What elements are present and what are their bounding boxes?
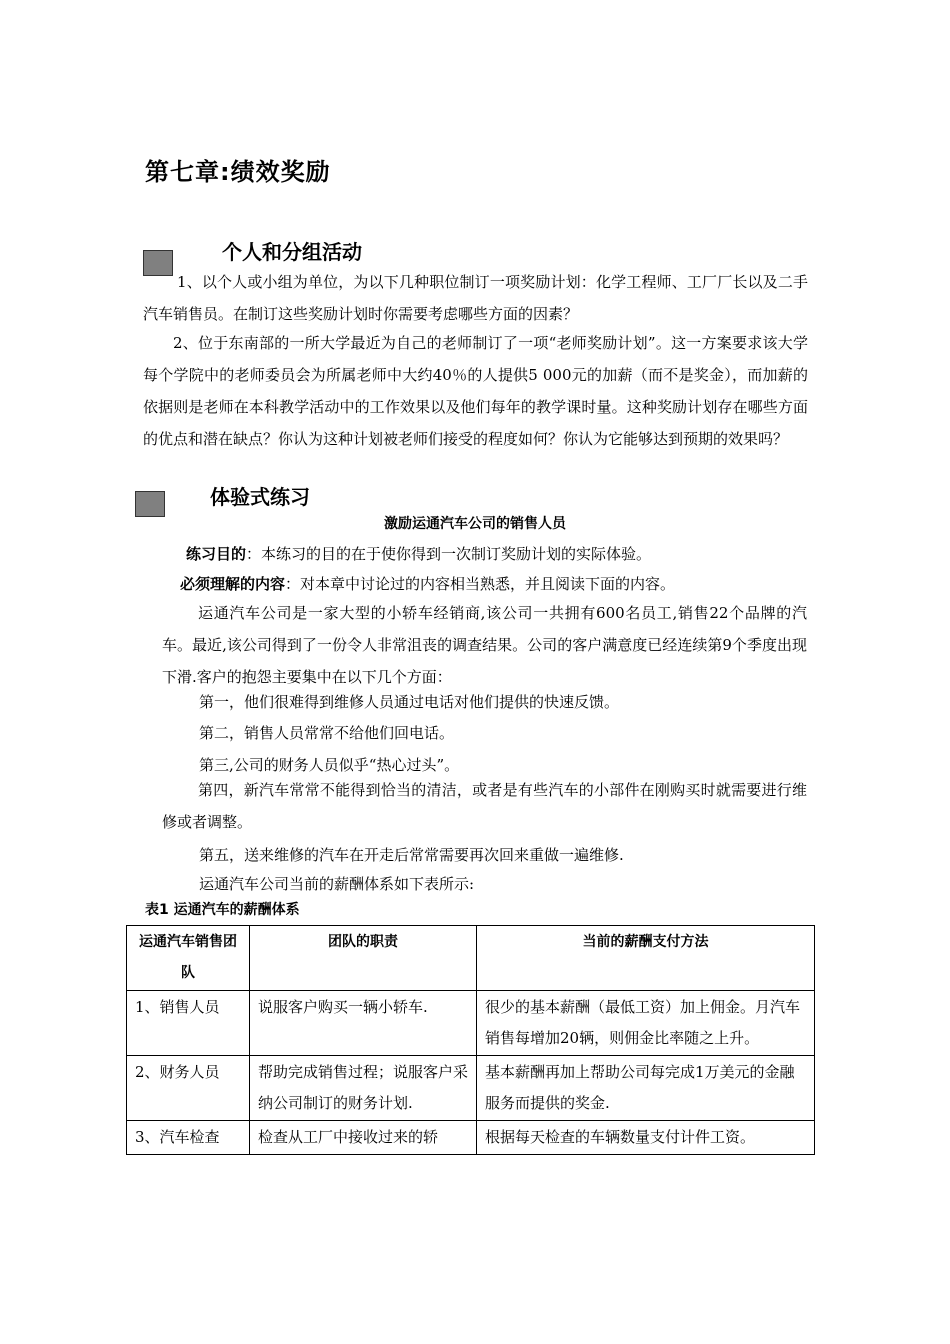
- table-row: [127, 1121, 815, 1155]
- exercise-purpose: [186, 543, 651, 564]
- required-text: ：对本章中讨论过的内容相当熟悉，并且阅读下面的内容。: [285, 575, 676, 593]
- table-row: [127, 1056, 815, 1121]
- required-content: [180, 573, 675, 594]
- table-cell: 1、销售人员: [127, 991, 250, 1056]
- table-header: 运通汽车销售团队: [127, 926, 250, 991]
- table-row: [127, 991, 815, 1056]
- chapter-title: 第七章:绩效奖励: [145, 158, 331, 186]
- table-cell: 检查从工厂中接收过来的轿: [250, 1121, 477, 1155]
- question-1: 1、以个人或小组为单位，为以下几种职位制订一项奖励计划：化学工程师、工厂厂长以及二手汽车销售员。在制订这些奖励计划时你需要考虑哪些方面的因素？: [143, 273, 808, 323]
- pay-table: [126, 925, 815, 1155]
- table-header-row: [127, 926, 815, 991]
- section-title-activities: 个人和分组活动: [222, 240, 362, 264]
- required-label: 必须理解的内容: [180, 575, 286, 593]
- table-cell: 很少的基本薪酬（最低工资）加上佣金。月汽车销售每增加20辆，则佣金比率随之上升。: [477, 991, 815, 1056]
- table-cell: 帮助完成销售过程；说服客户采纳公司制订的财务计划.: [250, 1056, 477, 1121]
- table-cell: 2、财务人员: [127, 1056, 250, 1121]
- table-header: 当前的薪酬支付方法: [477, 926, 815, 991]
- table-caption: 表1 运通汽车的薪酬体系: [145, 902, 300, 918]
- table-cell: 3、汽车检查: [127, 1121, 250, 1155]
- purpose-text: ：本练习的目的在于使你得到一次制订奖励计划的实际体验。: [246, 545, 652, 563]
- table-header: 团队的职责: [250, 926, 477, 991]
- complaint-4: 第四，新汽车常常不能得到恰当的清洁，或者是有些汽车的小部件在刚购买时就需要进行维修或者调整。: [162, 781, 807, 831]
- section-title-exercise: 体验式练习: [210, 485, 310, 509]
- complaint-5: 第五，送来维修的汽车在开走后常常需要再次回来重做一遍维修.: [199, 846, 624, 864]
- question-2: 2、位于东南部的一所大学最近为自己的老师制订了一项“老师奖励计划”。这一方案要求该大学每个学院中的老师委员会为所属老师中大约40％的人提供5 000元的加薪（而不是奖金），而加薪的依据则是老师在本科教学活动中的工作效果以及他们每年的教学课时量。这种奖励计划存在哪些方面的优点和潜在缺点？你认为这种计划被老师们接受的程度如何？你认为它能够达到预期的效果吗？: [143, 334, 808, 448]
- company-intro: 运通汽车公司是一家大型的小轿车经销商,该公司一共拥有600名员工,销售22个品牌的汽车。最近,该公司得到了一份令人非常沮丧的调查结果。公司的客户满意度已经连续第9个季度出现下滑.客户的抱怨主要集中在以下几个方面：: [162, 604, 807, 686]
- case-title: 激励运通汽车公司的销售人员: [384, 516, 566, 532]
- complaint-1: 第一，他们很难得到维修人员通过电话对他们提供的快速反馈。: [199, 693, 620, 711]
- complaint-2: 第二，销售人员常常不给他们回电话。: [199, 724, 455, 742]
- complaint-3: 第三,公司的财务人员似乎“热心过头”。: [199, 756, 460, 774]
- table-cell: 说服客户购买一辆小轿车.: [250, 991, 477, 1056]
- table-intro: 运通汽车公司当前的薪酬体系如下表所示:: [199, 875, 475, 893]
- table-cell: 根据每天检查的车辆数量支付计件工资。: [477, 1121, 815, 1155]
- purpose-label: 练习目的: [186, 545, 247, 563]
- table-cell: 基本薪酬再加上帮助公司每完成1万美元的金融服务而提供的奖金.: [477, 1056, 815, 1121]
